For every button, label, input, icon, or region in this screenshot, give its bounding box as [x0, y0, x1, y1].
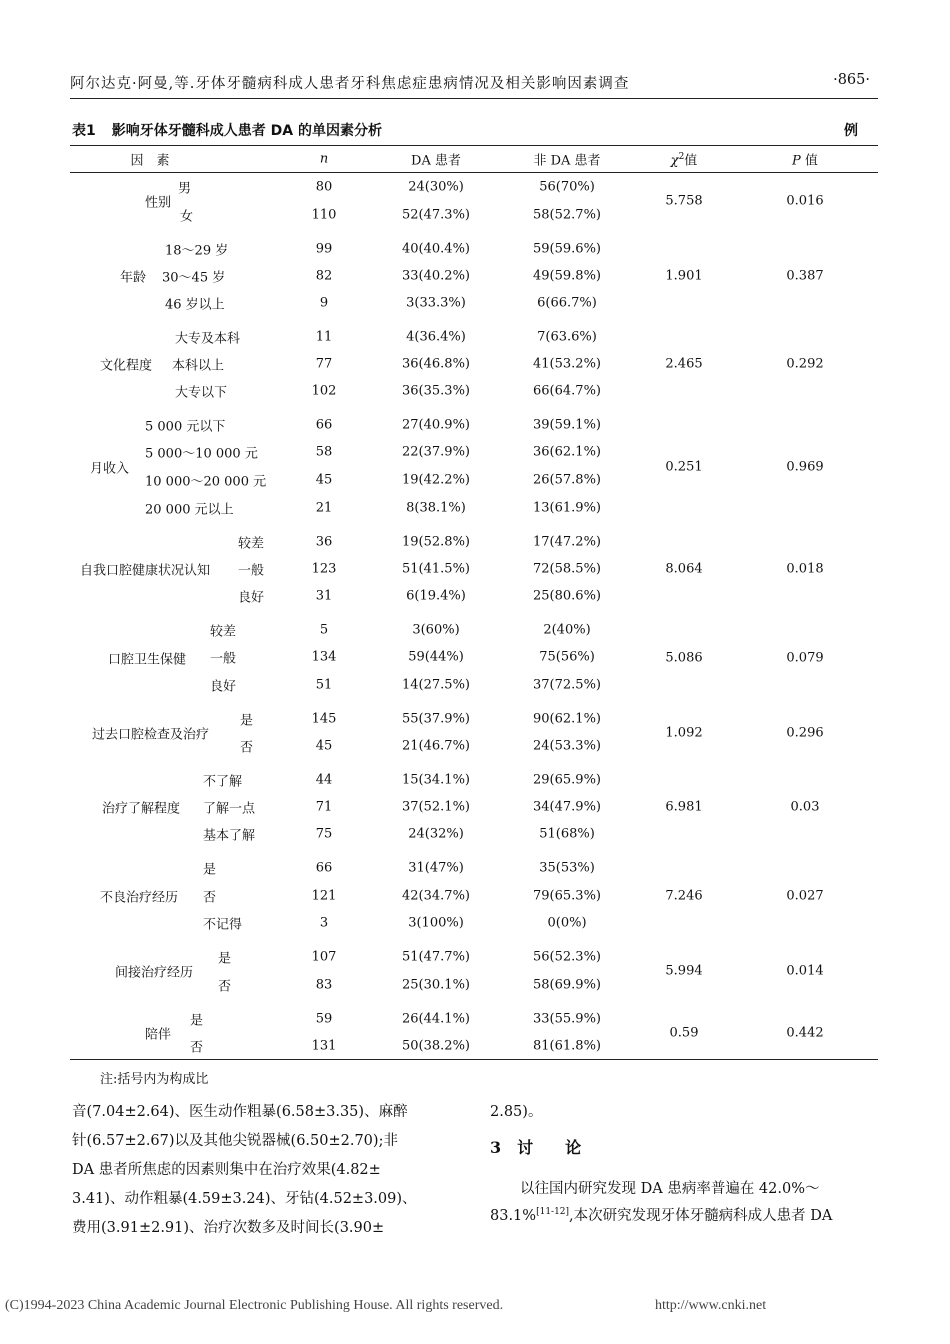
n-value: 44 [315, 772, 333, 788]
text-line: 音(7.04±2.64)、医生动作粗暴(6.58±3.35)、麻醉 [72, 1104, 408, 1120]
factor-label: 治疗了解程度 [102, 801, 181, 817]
left-paragraph [72, 1098, 464, 1243]
cnki-link[interactable]: http://www.cnki.net [655, 1298, 767, 1313]
da-value: 6(19.4%) [406, 588, 466, 604]
level-label: 了解一点 [203, 801, 256, 817]
column-header: 因 素 [130, 153, 170, 169]
nonda-value: 39(59.1%) [533, 417, 601, 433]
section-title: 3 讨 论 [490, 1138, 582, 1157]
da-value: 8(38.1%) [406, 500, 466, 516]
n-value: 131 [311, 1038, 337, 1054]
n-value: 121 [311, 888, 337, 904]
n-value: 110 [311, 207, 337, 223]
da-value: 21(46.7%) [402, 738, 470, 754]
nonda-value: 51(68%) [539, 826, 595, 842]
n-value: 134 [311, 649, 337, 665]
level-label: 女 [180, 209, 194, 225]
nonda-value: 56(52.3%) [533, 949, 601, 965]
nonda-value: 25(80.6%) [533, 588, 601, 604]
chi2-value: 5.994 [665, 963, 703, 979]
da-value: 33(40.2%) [402, 268, 470, 284]
da-value: 36(35.3%) [402, 383, 470, 399]
factor-label: 过去口腔检查及治疗 [92, 727, 210, 742]
level-label: 大专以下 [175, 385, 228, 401]
nonda-value: 35(53%) [539, 860, 595, 876]
level-label: 是 [190, 1013, 204, 1029]
factor-label: 自我口腔健康状况认知 [80, 563, 211, 579]
n-value: 75 [315, 826, 333, 842]
factor-label: 文化程度 [100, 358, 153, 374]
right-continuation: 2.85)。 [490, 1104, 543, 1120]
da-value: 3(100%) [408, 915, 464, 931]
da-value: 37(52.1%) [402, 799, 470, 815]
level-label: 10 000～20 000 元 [145, 474, 267, 490]
p-value: 0.442 [786, 1025, 824, 1040]
nonda-value: 17(47.2%) [533, 534, 601, 550]
level-label: 5 000～10 000 元 [145, 446, 258, 462]
discussion-line-1: 以往国内研究发现 DA 患病率普遍在 42.0%～ [520, 1181, 820, 1197]
p-value: 0.018 [786, 561, 824, 577]
level-label: 基本了解 [203, 828, 256, 844]
text-line: DA 患者所焦虑的因素则集中在治疗效果(4.82± [72, 1162, 381, 1178]
column-header: n [319, 151, 329, 167]
n-value: 21 [315, 500, 333, 516]
nonda-value: 58(52.7%) [533, 207, 601, 223]
level-label: 不了解 [203, 774, 243, 790]
nonda-value: 81(61.8%) [533, 1038, 601, 1054]
da-value: 51(47.7%) [402, 949, 470, 965]
da-value: 36(46.8%) [402, 356, 470, 372]
da-value: 51(41.5%) [402, 561, 470, 577]
level-label: 一般 [210, 651, 237, 667]
n-value: 66 [315, 860, 333, 876]
n-value: 66 [315, 417, 333, 433]
n-value: 9 [319, 295, 329, 311]
level-label: 20 000 元以上 [145, 502, 234, 518]
column-header: $\chi^2$值 [670, 152, 698, 169]
p-value: 0.027 [786, 888, 824, 903]
p-value: 0.03 [790, 799, 820, 815]
nonda-value: 41(53.2%) [533, 356, 601, 372]
da-value: 55(37.9%) [402, 711, 470, 727]
n-value: 145 [311, 711, 337, 727]
table-caption [72, 120, 382, 140]
text-line: 针(6.57±2.67)以及其他尖锐器械(6.50±2.70);非 [72, 1133, 398, 1149]
factor-label: 不良治疗经历 [100, 890, 179, 905]
p-value: 0.016 [786, 193, 824, 209]
level-label: 46 岁以上 [165, 297, 225, 313]
nonda-value: 49(59.8%) [533, 268, 601, 284]
level-label: 良好 [210, 679, 237, 695]
factor-label: 口腔卫生保健 [108, 652, 187, 667]
nonda-value: 58(69.9%) [533, 977, 601, 993]
n-value: 82 [315, 268, 333, 284]
factor-label: 月收入 [90, 461, 130, 476]
table-number: 表1 [72, 123, 96, 139]
discussion-line-2 [490, 1204, 832, 1225]
factor-label: 年龄 [120, 270, 147, 286]
chi2-value: 0.251 [665, 459, 703, 474]
level-label: 5 000 元以下 [145, 419, 226, 435]
p-value: 0.292 [786, 356, 824, 372]
nonda-value: 24(53.3%) [533, 738, 601, 754]
table-head-rule [70, 172, 878, 173]
chi2-value: 1.901 [665, 268, 703, 284]
level-label: 30～45 岁 [162, 270, 226, 286]
level-label: 较差 [210, 624, 237, 640]
p-value: 0.014 [786, 963, 824, 979]
da-value: 14(27.5%) [402, 677, 470, 693]
nonda-value: 79(65.3%) [533, 888, 601, 904]
level-label: 大专及本科 [175, 331, 241, 347]
da-value: 26(44.1%) [402, 1011, 470, 1027]
table-note: 注:括号内为构成比 [100, 1072, 209, 1087]
n-value: 3 [319, 915, 329, 931]
citation: [11-12] [536, 1207, 570, 1218]
factor-label: 陪伴 [145, 1027, 172, 1042]
nonda-value: 0(0%) [547, 915, 587, 931]
table-unit: 例 [844, 123, 858, 139]
n-value: 71 [315, 799, 333, 815]
nonda-value: 75(56%) [539, 649, 595, 665]
nonda-value: 66(64.7%) [533, 383, 601, 399]
level-label: 否 [190, 1040, 204, 1056]
level-label: 18～29 岁 [165, 243, 229, 259]
nonda-value: 36(62.1%) [533, 444, 601, 460]
nonda-value: 37(72.5%) [533, 677, 601, 693]
n-value: 45 [315, 472, 333, 488]
da-value: 24(32%) [408, 826, 464, 842]
da-value: 19(52.8%) [402, 534, 470, 550]
text-line: 3.41)、动作粗暴(4.59±3.24)、牙钻(4.52±3.09)、 [72, 1191, 417, 1207]
n-value: 31 [315, 588, 333, 604]
chi2-value: 1.092 [665, 725, 703, 740]
nonda-value: 29(65.9%) [533, 772, 601, 788]
da-value: 59(44%) [408, 649, 464, 665]
n-value: 59 [315, 1011, 333, 1027]
nonda-value: 56(70%) [539, 179, 595, 195]
n-value: 123 [311, 561, 337, 577]
nonda-value: 7(63.6%) [537, 329, 597, 345]
factor-label: 性别 [145, 195, 172, 211]
nonda-value: 13(61.9%) [533, 500, 601, 516]
text-fragment: 83.1% [490, 1208, 537, 1224]
da-value: 3(60%) [412, 622, 460, 638]
da-value: 3(33.3%) [406, 295, 466, 311]
column-header: 非 DA 患者 [533, 153, 601, 169]
nonda-value: 90(62.1%) [533, 711, 601, 727]
level-label: 是 [240, 713, 254, 729]
n-value: 77 [315, 356, 333, 372]
da-value: 25(30.1%) [402, 977, 470, 993]
page-number: ·865· [833, 72, 870, 88]
level-label: 良好 [238, 590, 265, 606]
chi2-value: 2.465 [665, 356, 703, 372]
p-value: 0.387 [786, 268, 824, 284]
da-value: 40(40.4%) [402, 241, 470, 257]
n-value: 80 [315, 179, 333, 195]
da-value: 4(36.4%) [406, 329, 466, 345]
level-label: 否 [240, 740, 254, 756]
da-value: 22(37.9%) [402, 444, 470, 460]
table-bottom-rule [70, 1059, 878, 1060]
chi2-value: 7.246 [665, 888, 703, 903]
nonda-value: 26(57.8%) [533, 472, 601, 488]
n-value: 99 [315, 241, 333, 257]
text-line: 费用(3.91±2.91)、治疗次数多及时间长(3.90± [72, 1220, 385, 1236]
chi2-value: 8.064 [665, 561, 703, 577]
p-value: 0.969 [786, 459, 824, 474]
text-fragment: ,本次研究发现牙体牙髓病科成人患者 DA [569, 1208, 833, 1224]
level-label: 是 [203, 862, 217, 878]
copyright-notice: (C)1994-2023 China Academic Journal Electronic Publishing House. All rights reserved. [5, 1298, 504, 1313]
nonda-value: 34(47.9%) [533, 799, 601, 815]
n-value: 83 [315, 977, 333, 993]
p-value: 0.079 [786, 650, 824, 665]
chi2-value: 0.59 [669, 1025, 699, 1040]
n-value: 107 [311, 949, 337, 965]
da-value: 15(34.1%) [402, 772, 470, 788]
level-label: 是 [218, 951, 232, 967]
nonda-value: 33(55.9%) [533, 1011, 601, 1027]
level-label: 较差 [238, 536, 265, 552]
da-value: 52(47.3%) [402, 207, 470, 223]
da-value: 42(34.7%) [402, 888, 470, 904]
level-label: 不记得 [203, 917, 243, 933]
nonda-value: 72(58.5%) [533, 561, 601, 577]
da-value: 24(30%) [408, 179, 464, 195]
p-value: 0.296 [786, 725, 824, 740]
n-value: 36 [315, 534, 333, 550]
nonda-value: 59(59.6%) [533, 241, 601, 257]
table-top-rule [70, 145, 878, 146]
da-value: 31(47%) [408, 860, 464, 876]
chi2-value: 6.981 [665, 799, 703, 815]
level-label: 本科以上 [172, 358, 225, 374]
level-label: 否 [203, 890, 217, 906]
header-rule [70, 98, 878, 99]
n-value: 45 [315, 738, 333, 754]
da-value: 27(40.9%) [402, 417, 470, 433]
level-label: 男 [178, 181, 192, 197]
table-title: 影响牙体牙髓科成人患者 DA 的单因素分析 [111, 123, 382, 139]
n-value: 5 [319, 622, 329, 638]
nonda-value: 2(40%) [543, 622, 591, 638]
level-label: 一般 [238, 563, 265, 579]
da-value: 19(42.2%) [402, 472, 470, 488]
chi2-value: 5.758 [665, 193, 703, 209]
level-label: 否 [218, 979, 232, 995]
n-value: 51 [315, 677, 333, 693]
factor-label: 间接治疗经历 [115, 965, 194, 981]
n-value: 102 [311, 383, 337, 399]
column-header: DA 患者 [411, 153, 461, 169]
n-value: 58 [315, 444, 333, 460]
column-header: P 值 [792, 153, 818, 169]
n-value: 11 [315, 329, 333, 345]
running-header: 阿尔达克·阿曼,等.牙体牙髓病科成人患者牙科焦虑症患病情况及相关影响因素调查 [70, 76, 630, 92]
da-value: 50(38.2%) [402, 1038, 470, 1054]
nonda-value: 6(66.7%) [537, 295, 597, 311]
chi2-value: 5.086 [665, 650, 703, 665]
